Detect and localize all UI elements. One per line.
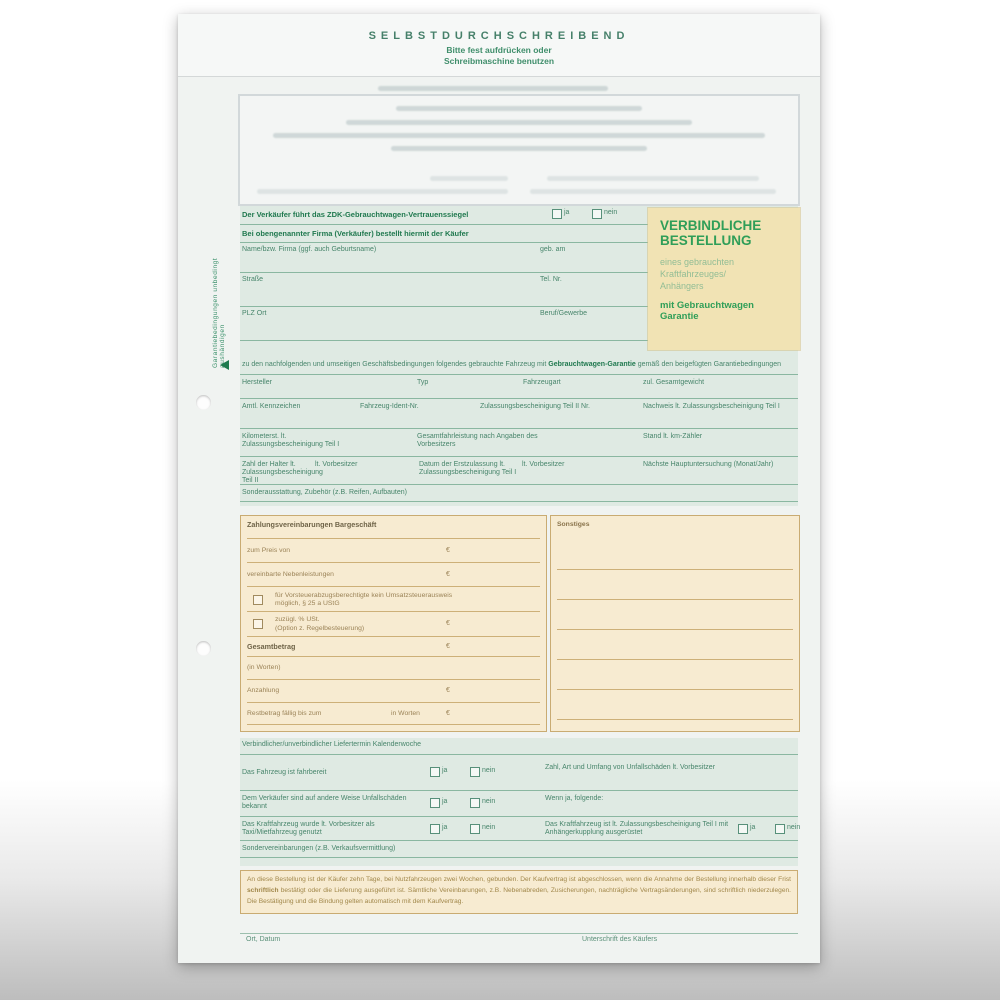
delivery-header: Verbindlicher/unverbindlicher Liefertermin Kalenderwoche bbox=[242, 741, 421, 748]
vehicle-sonderausstattung: Sonderausstattung, Zubehör (z.B. Reifen, Aufbauten) bbox=[242, 489, 407, 496]
euro-sign: € bbox=[446, 547, 450, 554]
badge-sub-3: Anhängers bbox=[660, 281, 704, 291]
rule-line bbox=[247, 724, 540, 725]
vehicle-col-hersteller: Hersteller bbox=[242, 379, 272, 386]
vat-exempt-label: für Vorsteuerabzugsberechtigte kein Umsatzsteuerausweis möglich, § 25 a UStG bbox=[275, 592, 453, 607]
form-top-stub bbox=[178, 14, 820, 77]
badge-sub-2: Kraftfahrzeuges/ bbox=[660, 269, 727, 279]
vehicle-col-vorbesitzer1: lt. Vorbesitzer bbox=[315, 461, 358, 468]
andere-unfallschaeden-label: Dem Verkäufer sind auf andere Weise Unfallschäden bekannt bbox=[242, 795, 407, 810]
rule-line bbox=[247, 702, 540, 703]
signature-date-label: Ort, Datum bbox=[246, 936, 281, 943]
delivery-condition-section bbox=[240, 738, 801, 866]
sondervereinbarungen-label: Sondervereinbarungen (z.B. Verkaufsvermittlung) bbox=[242, 845, 396, 852]
euro-sign: € bbox=[446, 710, 450, 717]
payment-title: Zahlungsvereinbarungen Bargeschäft bbox=[247, 520, 377, 529]
vehicle-col-fahrzeugart: Fahrzeugart bbox=[523, 379, 561, 386]
price-label: zum Preis von bbox=[247, 547, 291, 554]
hole-punch bbox=[196, 641, 211, 656]
checkbox-ja-label: ja bbox=[442, 824, 448, 831]
checkbox-ja[interactable] bbox=[430, 767, 440, 777]
checkbox-ja-label: ja bbox=[750, 824, 756, 831]
payment-box bbox=[240, 515, 547, 732]
field-birthdate-label: geb. am bbox=[540, 246, 566, 253]
checkbox-vat-option[interactable] bbox=[253, 619, 263, 629]
checkbox-ja[interactable] bbox=[552, 209, 562, 219]
euro-sign: € bbox=[446, 687, 450, 694]
field-phone-label: Tel. Nr. bbox=[540, 276, 562, 283]
rule-line bbox=[240, 456, 798, 457]
rule-line bbox=[247, 636, 540, 637]
rule-line bbox=[247, 656, 540, 657]
order-statement-label: Bei obengenannter Firma (Verkäufer) bestellt hiermit der Käufer bbox=[242, 229, 469, 238]
stub-title: SELBSTDURCHSCHREIBEND bbox=[368, 30, 630, 42]
ruled-writing-lines bbox=[557, 540, 793, 725]
vehicle-col-gesamtgewicht: zul. Gesamtgewicht bbox=[643, 379, 705, 386]
checkbox-nein-label: nein bbox=[482, 767, 496, 774]
ghost-text-bar bbox=[346, 120, 692, 125]
checkbox-nein[interactable] bbox=[470, 767, 480, 777]
checkbox-ja-label: ja bbox=[564, 209, 570, 216]
legal-notice-text bbox=[247, 874, 791, 907]
signature-buyer-label: Unterschrift des Käufers bbox=[582, 936, 658, 943]
ghost-text-bar bbox=[530, 189, 776, 194]
ghost-text-bar bbox=[273, 133, 764, 138]
checkbox-nein-label: nein bbox=[604, 209, 618, 216]
signature-rule-line bbox=[240, 933, 798, 934]
arrow-left-icon bbox=[220, 360, 229, 370]
field-city-label: PLZ Ort bbox=[242, 310, 267, 317]
vehicle-col-nachweis: Nachweis lt. Zulassungsbescheinigung Teil I bbox=[643, 403, 780, 410]
badge-title-1: VERBINDLICHE bbox=[660, 218, 762, 233]
field-occupation-label: Beruf/Gewerbe bbox=[540, 310, 588, 317]
vehicle-col-kmstand: Kilometerst. lt. Zulassungsbescheinigung Teil I bbox=[242, 433, 340, 448]
stub-instruction-1: Bitte fest aufdrücken oder bbox=[446, 45, 552, 55]
checkbox-nein-label: nein bbox=[482, 824, 496, 831]
rest-words-label: in Worten bbox=[391, 710, 420, 717]
rule-line bbox=[240, 374, 798, 375]
ghost-showthrough-box bbox=[238, 94, 800, 206]
checkbox-ja-label: ja bbox=[442, 767, 448, 774]
unfallschaeden-label: Zahl, Art und Umfang von Unfallschäden lt. Vorbesitzer bbox=[545, 764, 716, 771]
vehicle-col-kennzeichen: Amtl. Kennzeichen bbox=[242, 403, 301, 410]
rule-line bbox=[240, 398, 798, 399]
in-words-label: (in Worten) bbox=[247, 664, 281, 671]
checkbox-nein-label: nein bbox=[787, 824, 801, 831]
zdk-seal-label: Der Verkäufer führt das ZDK-Gebrauchtwagen-Vertrauenssiegel bbox=[242, 210, 469, 219]
vehicle-col-zb2: Zulassungsbescheinigung Teil II Nr. bbox=[480, 403, 590, 410]
checkbox-nein[interactable] bbox=[592, 209, 602, 219]
checkbox-ja[interactable] bbox=[430, 824, 440, 834]
rule-line bbox=[240, 840, 798, 841]
deposit-label: Anzahlung bbox=[247, 687, 280, 694]
order-form-paper bbox=[178, 14, 820, 963]
checkbox-ja[interactable] bbox=[738, 824, 748, 834]
rule-line bbox=[247, 538, 540, 539]
vehicle-col-vorbesitzer2: lt. Vorbesitzer bbox=[522, 461, 565, 468]
rule-line bbox=[240, 857, 798, 858]
side-margin-note: Garantiebedingungen unbedingt aushändigen bbox=[212, 257, 226, 368]
terms-intro-line bbox=[242, 361, 798, 369]
badge-garantie-1: mit Gebrauchtwagen bbox=[660, 300, 754, 311]
stub-instruction-2: Schreibmaschine benutzen bbox=[443, 56, 555, 66]
extras-label: vereinbarte Nebenleistungen bbox=[247, 571, 334, 578]
badge-title-2: BESTELLUNG bbox=[660, 233, 752, 248]
terms-intro-a: zu den nachfolgenden und umseitigen Geschäftsbedingungen folgendes gebrauchte Fahrzeug mit bbox=[242, 361, 549, 368]
euro-sign: € bbox=[446, 571, 450, 578]
sonstiges-title: Sonstiges bbox=[557, 521, 590, 528]
checkbox-nein[interactable] bbox=[470, 824, 480, 834]
checkbox-ja[interactable] bbox=[430, 798, 440, 808]
rule-line bbox=[240, 484, 798, 485]
notice-part-b: schriftlich bbox=[247, 887, 279, 894]
ghost-text-bar bbox=[257, 189, 508, 194]
rule-line bbox=[240, 501, 798, 502]
binding-order-badge bbox=[648, 208, 800, 350]
field-street-label: Straße bbox=[242, 276, 264, 283]
checkbox-nein[interactable] bbox=[775, 824, 785, 834]
badge-garantie-2: Garantie bbox=[660, 311, 699, 322]
vehicle-col-fahrleistung: Gesamtfahrleistung nach Angaben des Vorbesitzers bbox=[417, 433, 538, 448]
vat-option-line2: (Option z. Regelbesteuerung) bbox=[275, 625, 365, 632]
terms-intro-c: gemäß den beigefügten Garantiebedingungen bbox=[635, 361, 781, 368]
rule-line bbox=[240, 428, 798, 429]
checkbox-nein-label: nein bbox=[482, 798, 496, 805]
rule-line bbox=[247, 611, 540, 612]
checkbox-ja-label: ja bbox=[442, 798, 448, 805]
wenn-ja-label: Wenn ja, folgende: bbox=[545, 795, 604, 802]
euro-sign: € bbox=[446, 620, 450, 627]
checkbox-vat-exempt[interactable] bbox=[253, 595, 263, 605]
euro-sign: € bbox=[446, 643, 450, 650]
vehicle-col-hauptuntersuchung: Nächste Hauptuntersuchung (Monat/Jahr) bbox=[643, 461, 774, 468]
total-label: Gesamtbetrag bbox=[247, 642, 296, 651]
terms-intro-b: Gebrauchtwagen-Garantie bbox=[548, 361, 636, 368]
ghost-text-bar bbox=[430, 176, 508, 181]
vehicle-col-erstzulassung: Datum der Erstzulassung lt. Zulassungsbescheinigung Teil I bbox=[419, 461, 517, 476]
vehicle-col-typ: Typ bbox=[417, 379, 429, 386]
rule-line bbox=[247, 562, 540, 563]
notice-part-a: An diese Bestellung ist der Käufer zehn Tage, bei Nutzfahrzeugen zwei Wochen, gebunden. Der Kaufvertrag ist abgeschlossen, wenn die Annahme der Bestellung innerhalb dieser Frist bbox=[247, 876, 791, 883]
taxi-nutzung-label: Das Kraftfahrzeug wurde lt. Vorbesitzer als Taxi/Mietfahrzeug genutzt bbox=[242, 821, 375, 836]
anhaengerkupplung-label: Das Kraftfahrzeug ist lt. Zulassungsbescheinigung Teil I mit Anhängerkupplung ausgerüstet bbox=[545, 821, 729, 836]
rule-line bbox=[240, 790, 798, 791]
vehicle-col-halter: Zahl der Halter lt. Zulassungsbescheinigung Teil II bbox=[242, 461, 323, 484]
ghost-text-bar bbox=[378, 86, 608, 91]
ghost-text-bar bbox=[391, 146, 648, 151]
legal-notice-box bbox=[240, 870, 798, 914]
field-name-label: Name/bzw. Firma (ggf. auch Geburtsname) bbox=[242, 246, 377, 253]
rule-line bbox=[240, 754, 798, 755]
rule-line bbox=[240, 816, 798, 817]
sonstiges-box bbox=[550, 515, 800, 732]
fahrbereit-label: Das Fahrzeug ist fahrbereit bbox=[242, 769, 327, 776]
vat-option-line1: zuzügl. % USt. bbox=[275, 616, 320, 623]
badge-sub-1: eines gebrauchten bbox=[660, 257, 735, 267]
rule-line bbox=[247, 679, 540, 680]
hole-punch bbox=[196, 395, 211, 410]
notice-part-c: bestätigt oder die Lieferung ausgeführt ist. Sämtliche Vereinbarungen, z.B. Nebenabreden, Zusicherungen, nachträgliche Vertragsänderungen, sind schriftlich niederzulegen. Die Bestätigung und die Bindung gelten automatisch mit dem Kaufvertrag. bbox=[247, 887, 791, 905]
vehicle-col-kmzaehler: Stand lt. km-Zähler bbox=[643, 433, 703, 440]
rest-label: Restbetrag fällig bis zum bbox=[247, 710, 322, 717]
rule-line bbox=[247, 586, 540, 587]
ghost-text-bar bbox=[396, 106, 642, 111]
ghost-text-bar bbox=[547, 176, 759, 181]
checkbox-nein[interactable] bbox=[470, 798, 480, 808]
vehicle-col-identnr: Fahrzeug-Ident-Nr. bbox=[360, 403, 419, 410]
